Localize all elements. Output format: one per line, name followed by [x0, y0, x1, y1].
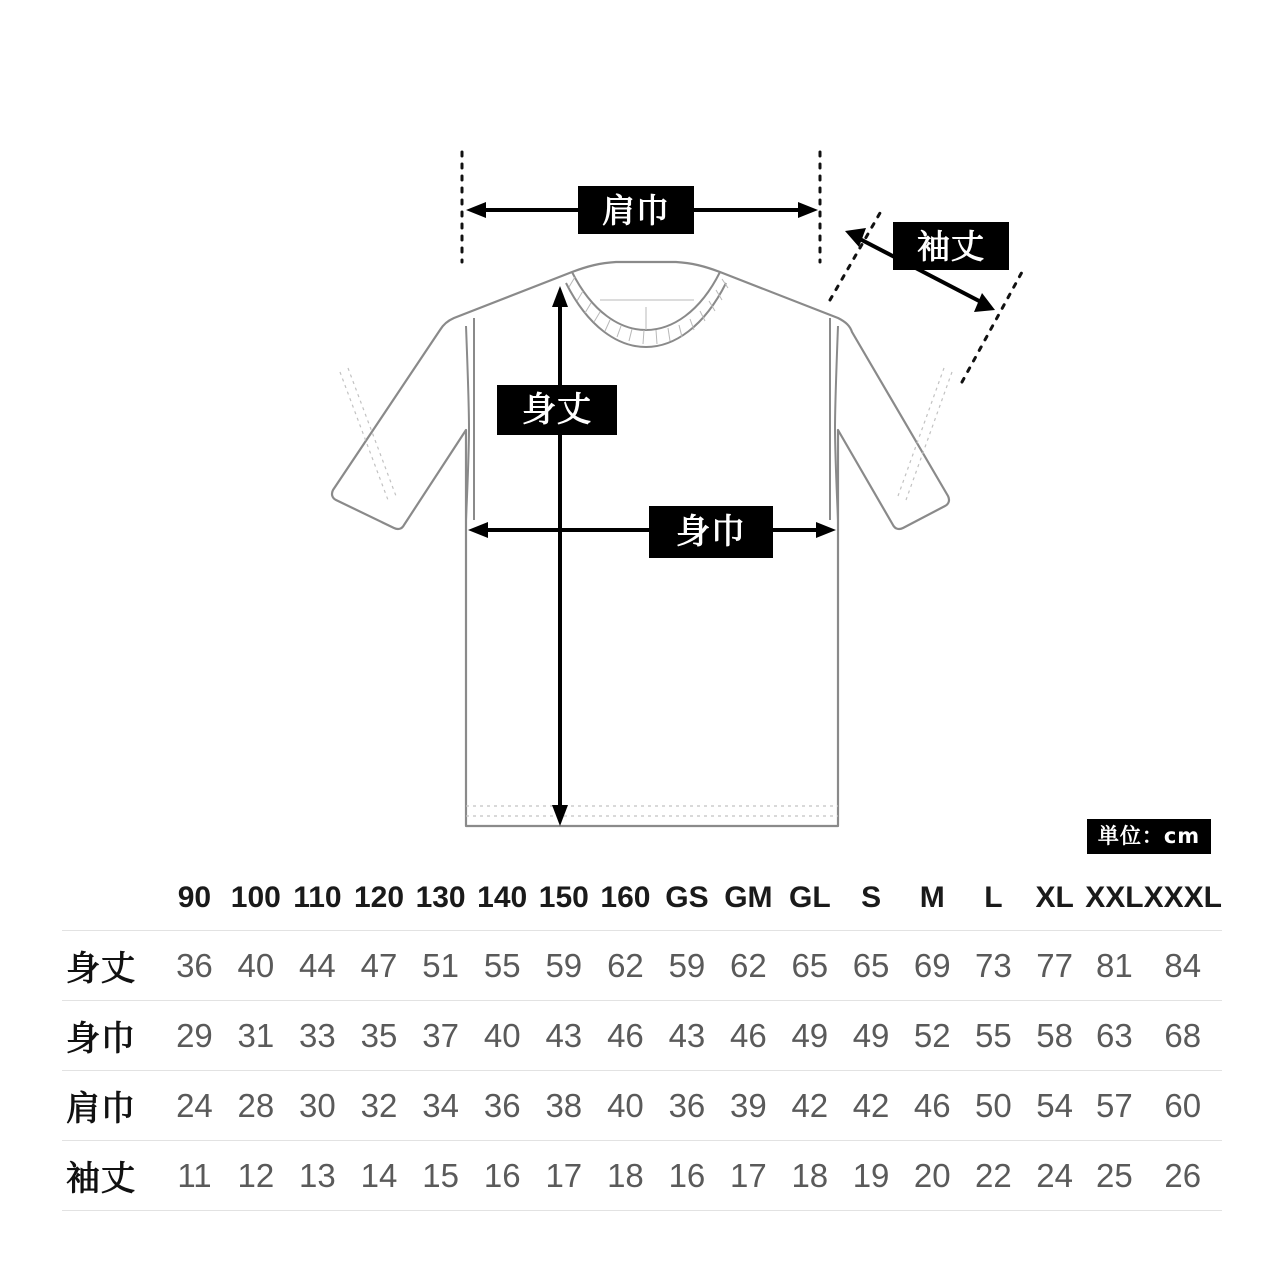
measurement-cell: 81: [1096, 946, 1133, 984]
measurement-cell: 18: [791, 1156, 829, 1194]
measurement-cell: 54: [1036, 1086, 1073, 1124]
measurement-row-label: 袖丈: [66, 1159, 136, 1199]
size-chart-table: [62, 872, 1222, 1211]
measurement-cell: 36: [176, 946, 213, 984]
measurement-cell: 55: [483, 946, 521, 984]
measurement-cell: 55: [975, 1016, 1012, 1054]
measurement-cell: 46: [607, 1016, 644, 1054]
label-body-length: 身丈: [497, 385, 617, 435]
measurement-cell: 36: [668, 1086, 706, 1124]
measurement-cell: 47: [360, 946, 398, 984]
measurement-cell: 62: [730, 946, 767, 984]
measurement-cell: 12: [237, 1156, 275, 1194]
measurement-cell: 26: [1164, 1156, 1202, 1194]
measurement-cell: 73: [975, 946, 1012, 984]
measurement-cell: 77: [1036, 946, 1073, 984]
measurement-row-label: 身丈: [66, 949, 136, 989]
label-unit-cm: 単位：cm: [1087, 819, 1211, 854]
measurement-cell: 32: [360, 1086, 398, 1124]
measurement-cell: 36: [483, 1086, 521, 1124]
size-column-header: S: [861, 881, 882, 914]
measurement-cell: 50: [975, 1086, 1012, 1124]
measurement-cell: 42: [791, 1086, 829, 1124]
measurement-cell: 46: [913, 1086, 951, 1124]
size-column-header: 140: [477, 881, 528, 914]
measurement-cell: 44: [299, 946, 336, 984]
measurement-row-label: 肩巾: [66, 1089, 136, 1129]
measurement-cell: 65: [791, 946, 829, 984]
table-header: [62, 872, 1222, 931]
measurement-cell: 33: [299, 1016, 336, 1054]
measurement-cell: 17: [730, 1156, 767, 1194]
measurement-cell: 24: [176, 1086, 213, 1124]
measurement-cell: 13: [299, 1156, 336, 1194]
measurement-cell: 62: [607, 946, 644, 984]
measurement-cell: 37: [422, 1016, 459, 1054]
measurement-cell: 60: [1164, 1086, 1202, 1124]
measurement-cell: 11: [177, 1156, 212, 1194]
table-body: [62, 931, 1222, 1211]
measurement-cell: 29: [176, 1016, 213, 1054]
measurement-cell: 57: [1096, 1086, 1133, 1124]
measurement-cell: 30: [299, 1086, 336, 1124]
table-row: [62, 1141, 1222, 1211]
measurement-cell: 19: [852, 1156, 890, 1194]
size-column-header: 90: [177, 881, 212, 914]
size-column-header: GM: [724, 881, 773, 914]
measurement-cell: 24: [1036, 1156, 1073, 1194]
measurement-cell: 16: [668, 1156, 706, 1194]
size-column-header: M: [919, 881, 945, 914]
size-column-header: XXXL: [1143, 881, 1222, 914]
table-corner-cell: [62, 872, 164, 931]
measurement-cell: 40: [607, 1086, 644, 1124]
table-row: [62, 1071, 1222, 1141]
table-header-row: [62, 872, 1222, 931]
measurement-cell: 25: [1096, 1156, 1133, 1194]
measurement-cell: 43: [668, 1016, 706, 1054]
measurement-cell: 18: [607, 1156, 644, 1194]
size-column-header: 120: [353, 881, 405, 914]
measurement-cell: 84: [1164, 946, 1202, 984]
size-column-header: 110: [293, 881, 342, 914]
measurement-cell: 49: [852, 1016, 890, 1054]
measurement-cell: 40: [483, 1016, 521, 1054]
measurement-cell: 16: [483, 1156, 521, 1194]
measurement-cell: 59: [668, 946, 706, 984]
measurement-cell: 46: [730, 1016, 767, 1054]
measurement-cell: 40: [237, 946, 275, 984]
measurement-cell: 68: [1164, 1016, 1202, 1054]
measurement-cell: 52: [913, 1016, 951, 1054]
measurement-row-label: 身巾: [66, 1019, 136, 1059]
measurement-cell: 17: [545, 1156, 583, 1194]
label-shoulder-width: 肩巾: [578, 186, 694, 234]
table-row: [62, 1001, 1222, 1071]
measurement-cell: 22: [975, 1156, 1012, 1194]
measurement-cell: 38: [545, 1086, 583, 1124]
measurement-cell: 35: [360, 1016, 398, 1054]
measurement-cell: 20: [913, 1156, 951, 1194]
label-body-width: 身巾: [649, 506, 773, 558]
measurement-cell: 49: [791, 1016, 829, 1054]
size-column-header: 160: [600, 881, 651, 914]
size-column-header: 150: [538, 881, 589, 914]
label-sleeve-length: 袖丈: [893, 222, 1009, 270]
size-column-header: 100: [230, 881, 281, 914]
measurement-cell: 34: [422, 1086, 459, 1124]
measurement-cell: 14: [360, 1156, 398, 1194]
size-column-header: GL: [788, 881, 831, 914]
measurement-cell: 63: [1096, 1016, 1133, 1054]
size-column-header: L: [984, 881, 1003, 914]
measurement-cell: 43: [545, 1016, 583, 1054]
measurement-cell: 69: [913, 946, 951, 984]
measurement-cell: 31: [237, 1016, 275, 1054]
size-column-header: GS: [665, 881, 709, 914]
measurement-cell: 51: [422, 946, 459, 984]
measurement-cell: 15: [422, 1156, 459, 1194]
measurement-cell: 59: [545, 946, 583, 984]
measurement-cell: 65: [852, 946, 890, 984]
size-column-header: 130: [415, 881, 466, 914]
size-column-header: XXL: [1085, 881, 1144, 914]
measurement-cell: 58: [1036, 1016, 1073, 1054]
measurement-cell: 28: [237, 1086, 275, 1124]
measurement-cell: 39: [730, 1086, 767, 1124]
measurement-cell: 42: [852, 1086, 890, 1124]
size-column-header: XL: [1035, 881, 1074, 914]
table-row: [62, 931, 1222, 1001]
